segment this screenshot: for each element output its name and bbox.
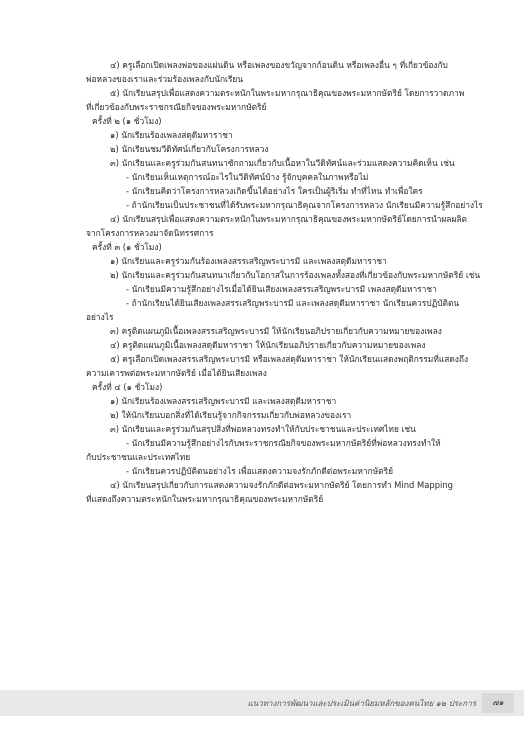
- text-line: ๔) ครูติดแผนภูมิเนื้อเพลงสดุดีมหาราชา ให้นักเรียนอภิปรายเกี่ยวกับความหมายของเพลง: [110, 340, 426, 350]
- text-line: ๑) นักเรียนและครูร่วมกันร้องเพลงสรรเสริญพระบารมี และเพลงสดุดีมหาราชา: [110, 256, 387, 266]
- text-line: ที่แสดงถึงความตระหนักในพระมหากรุณาธิคุณของพระมหากษัตริย์: [86, 494, 324, 504]
- text-line: ๔) นักเรียนสรุปเกี่ยวกับการแสดงความจงรักภักดีต่อพระมหากษัตริย์ โดยการทำ Mind Mapping: [110, 480, 453, 490]
- text-line: กับประชาชนและประเทศไทย: [86, 452, 191, 462]
- text-line: ๒) ให้นักเรียนบอกสิ่งที่ได้เรียนรู้จากกิจกรรมเกี่ยวกับพ่อหลวงของเรา: [110, 410, 352, 420]
- text-line: ๓) นักเรียนและครูร่วมกันสรุปสิ่งที่พ่อหลวงทรงทำให้กับประชาชนและประเทศไทย เช่น: [110, 424, 416, 434]
- text-line: - นักเรียนคิดว่าโครงการหลวงเกิดขึ้นได้อย่างไร ใครเป็นผู้ริเริ่ม ทำที่ไหน ทำเพื่อใคร: [126, 186, 423, 196]
- text-line: ๒) นักเรียนชมวีดิทัศน์เกี่ยวกับโครงการหลวง: [110, 144, 269, 154]
- text-line: ๒) นักเรียนและครูร่วมกันสนทนาเกี่ยวกับโอกาสในการร้องเพลงทั้งสองที่เกี่ยวข้องกับพระมหากษัตริย์ เช่น: [110, 270, 481, 280]
- text-line: ครั้งที่ ๔ (๑ ชั่วโมง): [92, 382, 163, 392]
- footer-title: แนวทางการพัฒนาและประเมินค่านิยมหลักของคนไทย ๑๒ ประการ: [247, 699, 476, 708]
- text-line: ครั้งที่ ๒ (๑ ชั่วโมง): [92, 116, 162, 126]
- text-line: ๕) ครูเลือกเปิดเพลงสรรเสริญพระบารมี หรือเพลงสดุดีมหาราชา ให้นักเรียนแสดงพฤติกรรมที่แสดงถึง: [110, 354, 469, 364]
- text-line: จากโครงการหลวงมาจัดนิทรรศการ: [86, 228, 214, 238]
- text-line: - นักเรียนควรปฏิบัติตนอย่างไร เพื่อแสดงความจงรักภักดีต่อพระมหากษัตริย์: [126, 466, 393, 476]
- text-line: - นักเรียนมีความรู้สึกอย่างไรเมื่อได้ยินเสียงเพลงสรรเสริญพระบารมี เพลงสดุดีมหาราชา: [126, 284, 437, 294]
- text-line: พ่อหลวงของเราและร่วมร้องเพลงกับนักเรียน: [86, 74, 244, 84]
- document-body: [86, 58, 496, 506]
- text-line: อย่างไร: [86, 312, 114, 322]
- text-line: ๓) นักเรียนและครูร่วมกันสนทนาซักถามเกี่ยวกับเนื้อหาในวีดิทัศน์และร่วมแสดงความคิดเห็น เช่น: [110, 158, 455, 168]
- text-line: ครั้งที่ ๓ (๑ ชั่วโมง): [92, 242, 162, 252]
- text-line: - นักเรียนเห็นเหตุการณ์อะไรในวีดิทัศน์บ้าง รู้จักบุคคลในภาพหรือไม่: [126, 172, 369, 182]
- text-line: ๑) นักเรียนร้องเพลงสดุดีมหาราชา: [110, 130, 233, 140]
- text-line: - ถ้านักเรียนได้ยินเสียงเพลงสรรเสริญพระบารมี และเพลงสดุดีมหาราชา นักเรียนควรปฏิบัติตน: [126, 298, 460, 308]
- text-line: ๑) นักเรียนร้องเพลงสรรเสริญพระบารมี และเพลงสดุดีมหาราชา: [110, 396, 337, 406]
- text-line: - นักเรียนมีความรู้สึกอย่างไรกับพระราชกรณียกิจของพระมหากษัตริย์ที่พ่อหลวงทรงทำให้: [126, 438, 441, 448]
- page-number: ๗๑: [482, 693, 514, 713]
- text-line: ที่เกี่ยวข้องกับพระราชกรณียกิจของพระมหากษัตริย์: [86, 102, 267, 112]
- text-line: ๕) นักเรียนสรุปเพื่อแสดงความตระหนักในพระมหากรุณาธิคุณของพระมหากษัตริย์ โดยการวาดภาพ: [110, 88, 465, 98]
- text-line: ๔) นักเรียนสรุปเพื่อแสดงความตระหนักในพระมหากรุณาธิคุณของพระมหากษัตริย์โดยการนำผลผลิต: [110, 214, 467, 224]
- text-line: - ถ้านักเรียนเป็นประชาชนที่ได้รับพระมหากรุณาธิคุณจากโครงการหลวง นักเรียนมีความรู้สึกอย่างไร: [126, 200, 483, 210]
- text-line: ๓) ครูติดแผนภูมิเนื้อเพลงสรรเสริญพระบารมี ให้นักเรียนอภิปรายเกี่ยวกับความหมายของเพลง: [110, 326, 442, 336]
- text-line: ๔) ครูเลือกเปิดเพลงพ่อของแผ่นดิน หรือเพลงของขวัญจากก้อนดิน หรือเพลงอื่น ๆ ที่เกี่ยวข้องกับ: [110, 60, 448, 70]
- text-line: ความเคารพต่อพระมหากษัตริย์ เมื่อได้ยินเสียงเพลง: [86, 368, 267, 378]
